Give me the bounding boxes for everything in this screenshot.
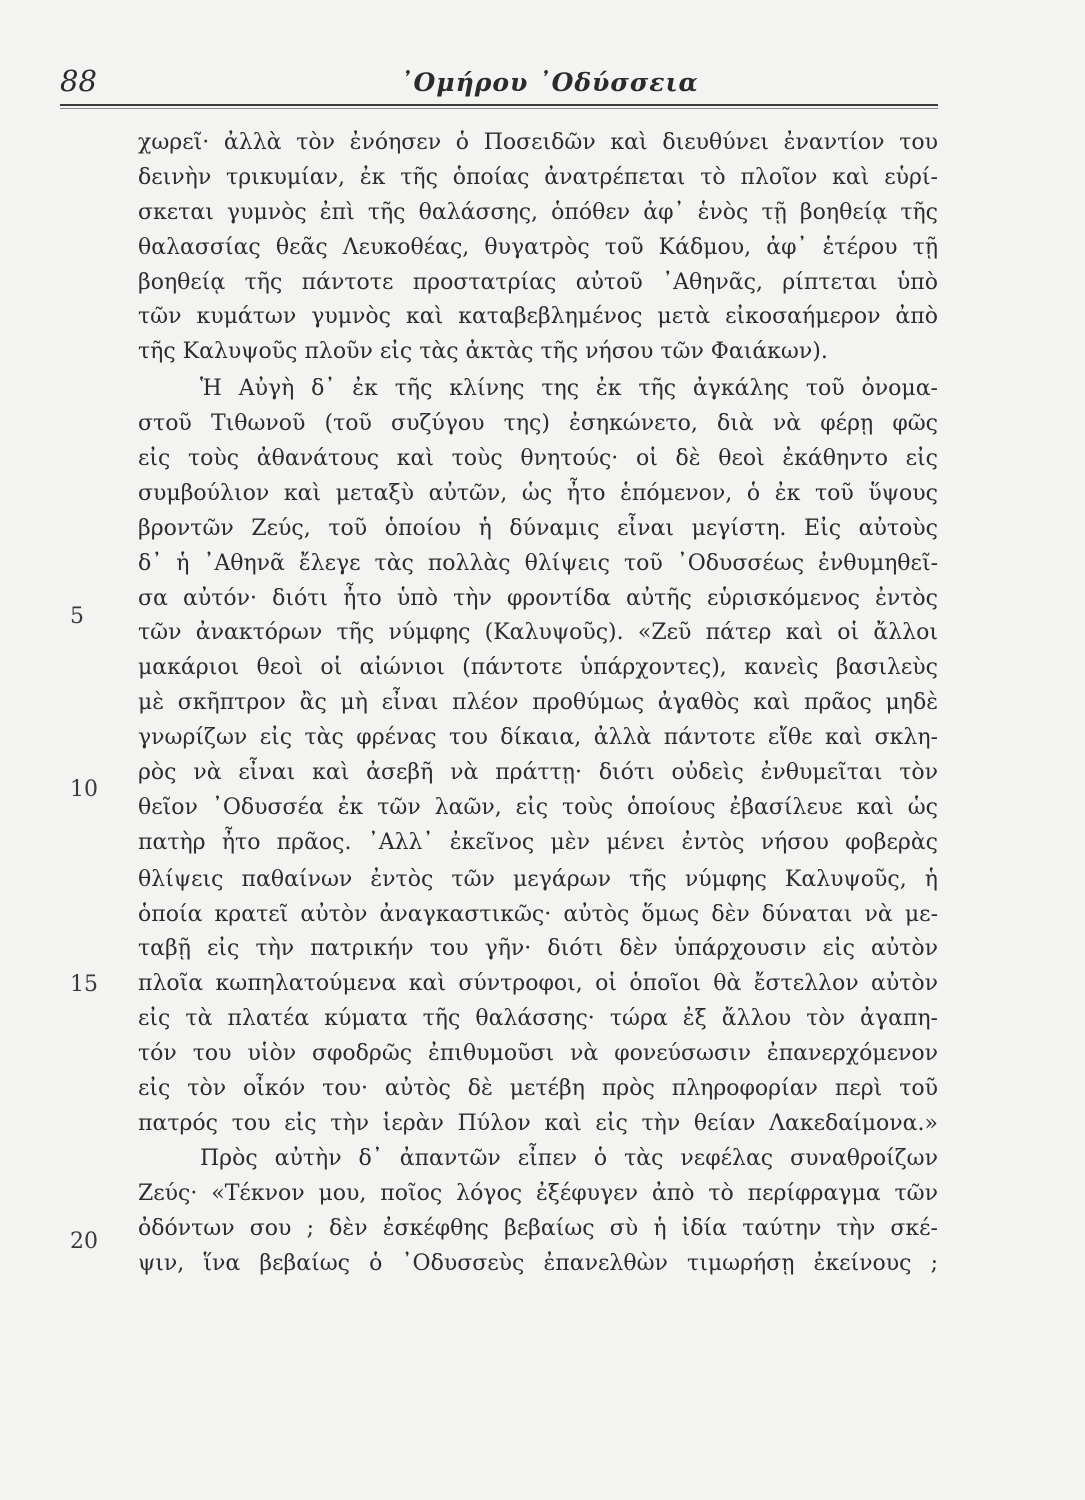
page-header [60, 62, 940, 106]
text-line: ψιν, ἵνα βεβαίως ὁ ᾿Οδυσσεὺς ἐπανελθὼν τιμωρήσῃ ἐκείνους ; [138, 1250, 938, 1276]
text-line: τῆς Καλυψοῦς πλοῦν εἰς τὰς ἀκτὰς τῆς νήσου τῶν Φαιάκων). [138, 339, 828, 365]
text-line: δεινὴν τρικυμίαν, ἐκ τῆς ὁποίας ἀνατρέπεται τὸ πλοῖον καὶ εὑρί- [138, 164, 938, 190]
text-line: πατρός του εἰς τὴν ἱερὰν Πύλον καὶ εἰς τὴν θείαν Λακεδαίμονα.» [138, 1110, 938, 1136]
text-line: Ζεύς· «Τέκνον μου, ποῖος λόγος ἐξέφυγεν ἀπὸ τὸ περίφραγμα τῶν [138, 1180, 938, 1206]
text-line: σκεται γυμνὸς ἐπὶ τῆς θαλάσσης, ὁπόθεν ἀφ᾿ ἑνὸς τῇ βοηθείᾳ τῆς [138, 199, 938, 225]
line-number: 15 [70, 972, 98, 997]
line-number: 5 [70, 604, 84, 629]
text-line: θλίψεις παθαίνων ἐντὸς τῶν μεγάρων τῆς νύμφης Καλυψοῦς, ἡ [138, 866, 938, 892]
text-line: σα αὐτόν· διότι ἦτο ὑπὸ τὴν φροντίδα αὐτῆς εὑρισκόμενος ἐντὸς [138, 585, 938, 611]
text-line: στοῦ Τιθωνοῦ (τοῦ συζύγου της) ἐσηκώνετο, διὰ νὰ φέρῃ φῶς [138, 411, 938, 437]
text-line: ταβῇ εἰς τὴν πατρικήν του γῆν· διότι δὲν ὑπάρχουσιν εἰς αὐτὸν [138, 936, 938, 962]
text-line: Ἡ Αὐγὴ δ᾿ ἐκ τῆς κλίνης της ἐκ τῆς ἀγκάλης τοῦ ὀνομα- [200, 376, 938, 402]
text-line: μὲ σκῆπτρον ἂς μὴ εἶναι πλέον προθύμως ἀγαθὸς καὶ πρᾶος μηδὲ [138, 690, 938, 716]
line-number: 10 [70, 777, 98, 802]
text-line: μακάριοι θεοὶ οἱ αἰώνιοι (πάντοτε ὑπάρχοντες), κανεὶς βασιλεὺς [138, 655, 938, 681]
page-number: 88 [60, 64, 97, 98]
text-line: βοηθείᾳ τῆς πάντοτε προστατρίας αὐτοῦ ᾿Αθηνᾶς, ρίπτεται ὑπὸ [138, 269, 938, 295]
text-line: εἰς τὸν οἶκόν του· αὐτὸς δὲ μετέβη πρὸς πληροφορίαν περὶ τοῦ [138, 1076, 938, 1102]
text-line: εἰς τοὺς ἀθανάτους καὶ τοὺς θνητούς· οἱ δὲ θεοὶ ἐκάθηντο εἰς [138, 446, 938, 472]
running-title: ᾿Ομήρου ᾿Οδύσσεια [400, 68, 699, 97]
text-line: τῶν κυμάτων γυμνὸς καὶ καταβεβλημένος μετὰ εἰκοσαήμερον ἀπὸ [138, 304, 938, 330]
text-line: βροντῶν Ζεύς, τοῦ ὁποίου ἡ δύναμις εἶναι μεγίστη. Εἰς αὐτοὺς [138, 515, 938, 541]
text-line: ὀδόντων σου ; δὲν ἐσκέφθης βεβαίως σὺ ἡ ἰδία ταύτην τὴν σκέ- [138, 1215, 938, 1241]
text-line: εἰς τὰ πλατέα κύματα τῆς θαλάσσης· τώρα ἐξ ἄλλου τὸν ἀγαπη- [138, 1006, 938, 1032]
body-text [138, 126, 938, 1281]
text-line: πλοῖα κωπηλατούμενα καὶ σύντροφοι, οἱ ὁποῖοι θὰ ἔστελλον αὐτὸν [138, 971, 938, 997]
header-rule-thin [60, 108, 938, 109]
text-line: γνωρίζων εἰς τὰς φρένας του δίκαια, ἀλλὰ πάντοτε εἴθε καὶ σκλη- [138, 725, 938, 751]
header-rule [60, 104, 938, 106]
text-line: τῶν ἀνακτόρων τῆς νύμφης (Καλυψοῦς). «Ζεῦ πάτερ καὶ οἱ ἄλλοι [138, 620, 938, 646]
text-line: ὁποία κρατεῖ αὐτὸν ἀναγκαστικῶς· αὐτὸς ὅμως δὲν δύναται νὰ με- [138, 901, 938, 927]
text-line: χωρεῖ· ἀλλὰ τὸν ἐνόησεν ὁ Ποσειδῶν καὶ διευθύνει ἐναντίον του [138, 130, 938, 155]
text-line: πατὴρ ἦτο πρᾶος. ᾿Αλλ᾿ ἐκεῖνος μὲν μένει ἐντὸς νήσου φοβερὰς [138, 829, 938, 855]
text-line: συμβούλιον καὶ μεταξὺ αὐτῶν, ὡς ἦτο ἑπόμενον, ὁ ἐκ τοῦ ὕψους [138, 480, 938, 506]
text-line: Πρὸς αὐτὴν δ᾿ ἀπαντῶν εἶπεν ὁ τὰς νεφέλας συναθροίζων [200, 1145, 938, 1171]
line-number: 20 [70, 1229, 98, 1254]
text-line: θεῖον ᾿Οδυσσέα ἐκ τῶν λαῶν, εἰς τοὺς ὁποίους ἐβασίλευε καὶ ὡς [138, 794, 938, 820]
text-line: θαλασσίας θεᾶς Λευκοθέας, θυγατρὸς τοῦ Κάδμου, ἀφ᾿ ἑτέρου τῇ [138, 234, 938, 260]
text-line: ρὸς νὰ εἶναι καὶ ἀσεβῆ νὰ πράττῃ· διότι οὐδεὶς ἐνθυμεῖται τὸν [138, 760, 938, 786]
text-line: δ᾿ ἡ ᾿Αθηνᾶ ἔλεγε τὰς πολλὰς θλίψεις τοῦ ᾿Οδυσσέως ἐνθυμηθεῖ- [138, 550, 938, 576]
text-line: τόν του υἱὸν σφοδρῶς ἐπιθυμοῦσι νὰ φονεύσωσιν ἐπανερχόμενον [138, 1041, 938, 1067]
